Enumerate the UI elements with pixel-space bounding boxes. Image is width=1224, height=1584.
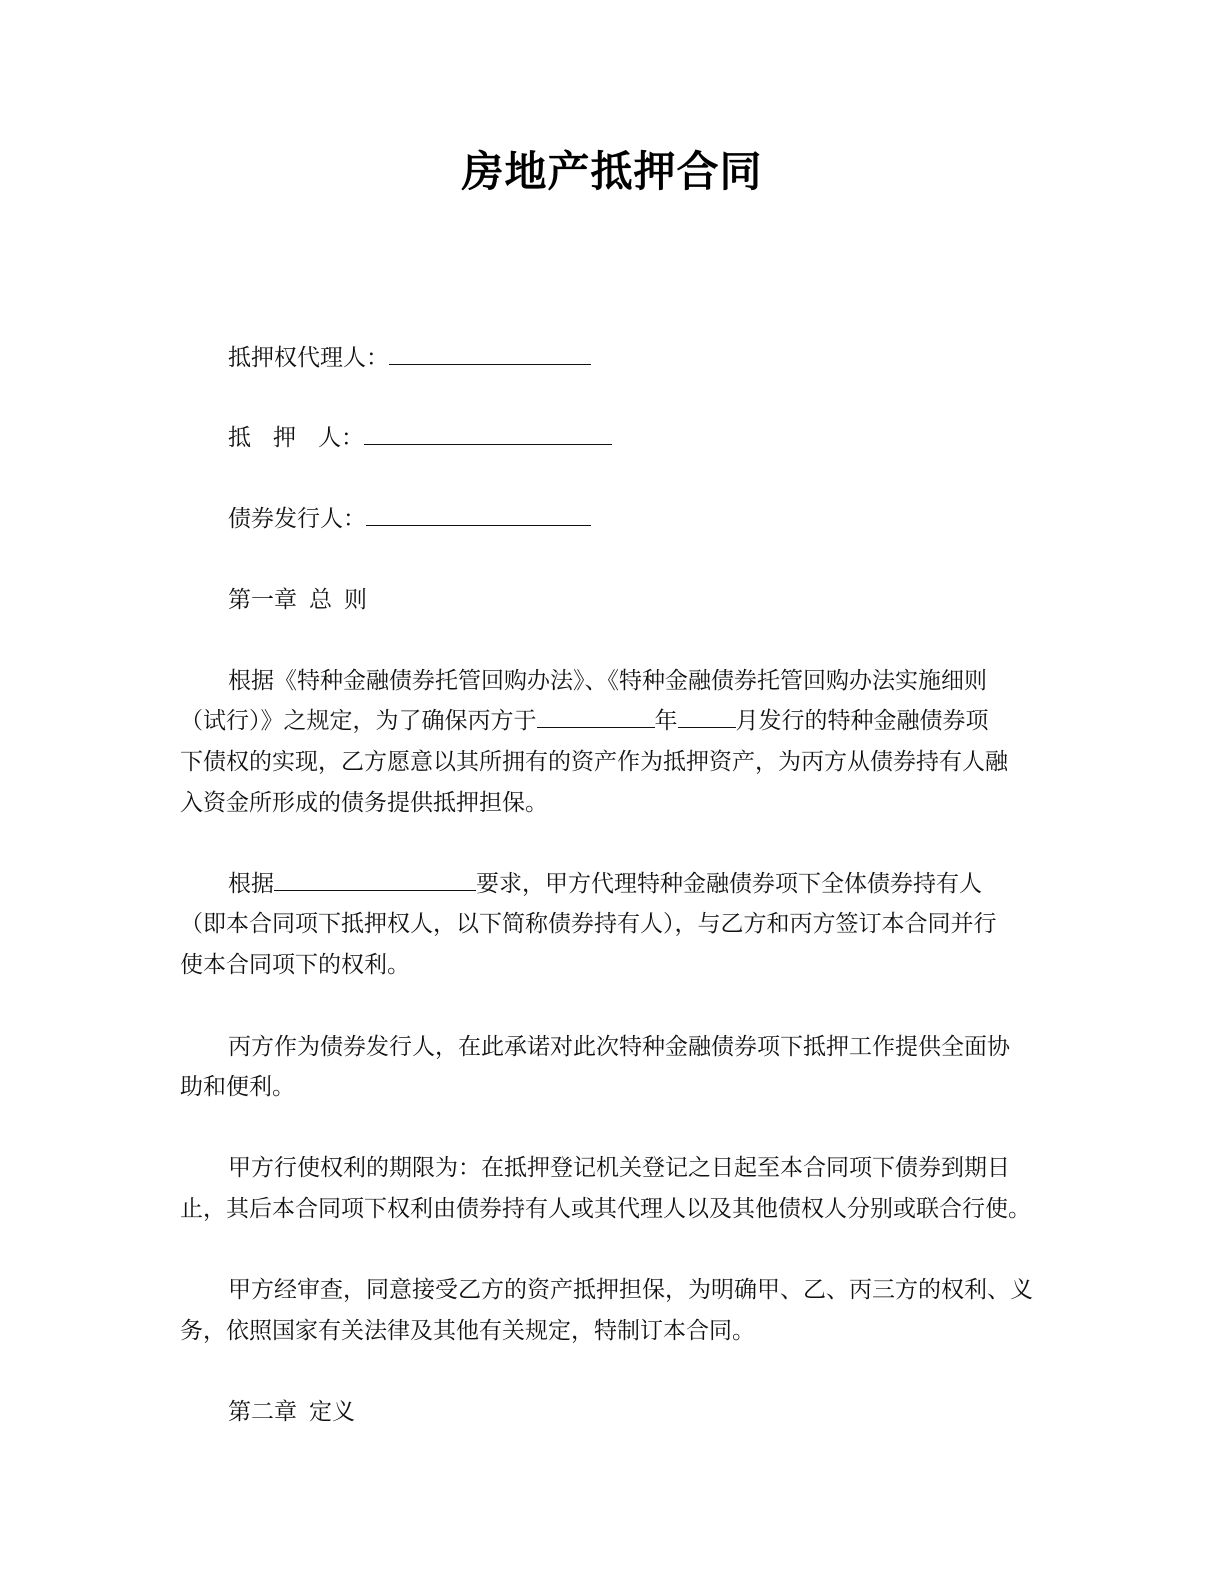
- chapter-2-number: 第二章: [228, 1399, 297, 1425]
- para-4-line-2: 止，其后本合同项下权利由债券持有人或其代理人以及其他债权人分别或联合行使。: [180, 1196, 1031, 1222]
- chapter-1-number: 第一章: [228, 587, 297, 613]
- chapter-2-heading: [180, 1392, 1108, 1432]
- para-2-line-1-text-b: 要求，甲方代理特种金融债券项下全体债券持有人: [476, 871, 982, 897]
- para-1-line-2-text-c: 月发行的特种金融债券项: [735, 708, 989, 734]
- issuer-blank: [366, 499, 591, 526]
- mortgagor-field: [180, 418, 1108, 458]
- para-5-line-2: 务，依照国家有关法律及其他有关规定，特制订本合同。: [180, 1318, 755, 1344]
- agent-label: 抵押权代理人：: [228, 345, 389, 371]
- para-3-line-2: 助和便利。: [180, 1074, 295, 1100]
- para-2-line-1-text-a: 根据: [228, 871, 274, 897]
- year-blank: [537, 701, 655, 728]
- para-1-line-3: 下债权的实现，乙方愿意以其所拥有的资产作为抵押资产，为丙方从债券持有人融: [180, 749, 1008, 775]
- chapter-2-title: 定义: [309, 1399, 355, 1425]
- para-2-line-2: （即本合同项下抵押权人，以下简称债券持有人），与乙方和丙方签订本合同并行: [180, 911, 997, 937]
- para-1-line-2-text-b: 年: [654, 708, 678, 734]
- para-5-line-1: 甲方经审查，同意接受乙方的资产抵押担保，为明确甲、乙、丙三方的权利、义: [228, 1277, 1033, 1303]
- para-2-line-3: 使本合同项下的权利。: [180, 952, 410, 978]
- chapter-1-title-char2: 则: [344, 587, 367, 613]
- mortgagor-blank: [364, 418, 612, 445]
- para-2-line-1: [180, 864, 1108, 904]
- para-1-line-2-text-a: （试行）》之规定，为了确保丙方于: [180, 708, 537, 734]
- chapter-1-heading: [180, 580, 1108, 620]
- para-3-line-1: 丙方作为债券发行人，在此承诺对此次特种金融债券项下抵押工作提供全面协: [228, 1034, 1010, 1060]
- basis-blank: [274, 864, 476, 891]
- chapter-1-title-char1: 总: [309, 587, 332, 613]
- para-1-line-1: 根据《特种金融债券托管回购办法》、《特种金融债券托管回购办法实施细则: [228, 668, 987, 694]
- para-1-line-2: [180, 701, 1060, 741]
- para-1-line-4: 入资金所形成的债务提供抵押担保。: [180, 790, 548, 816]
- agent-blank: [389, 338, 591, 365]
- mortgagor-label-char3: 人：: [318, 425, 364, 451]
- document-title: 房地产抵押合同: [461, 147, 763, 196]
- issuer-field: [180, 499, 1108, 539]
- mortgagor-label-char1: 抵: [228, 425, 251, 451]
- month-blank: [678, 701, 736, 728]
- agent-field: [180, 338, 1108, 378]
- mortgagor-label-char2: 押: [273, 425, 296, 451]
- para-4-line-1: 甲方行使权利的期限为：在抵押登记机关登记之日起至本合同项下债券到期日: [228, 1155, 1010, 1181]
- issuer-label: 债券发行人：: [228, 506, 366, 532]
